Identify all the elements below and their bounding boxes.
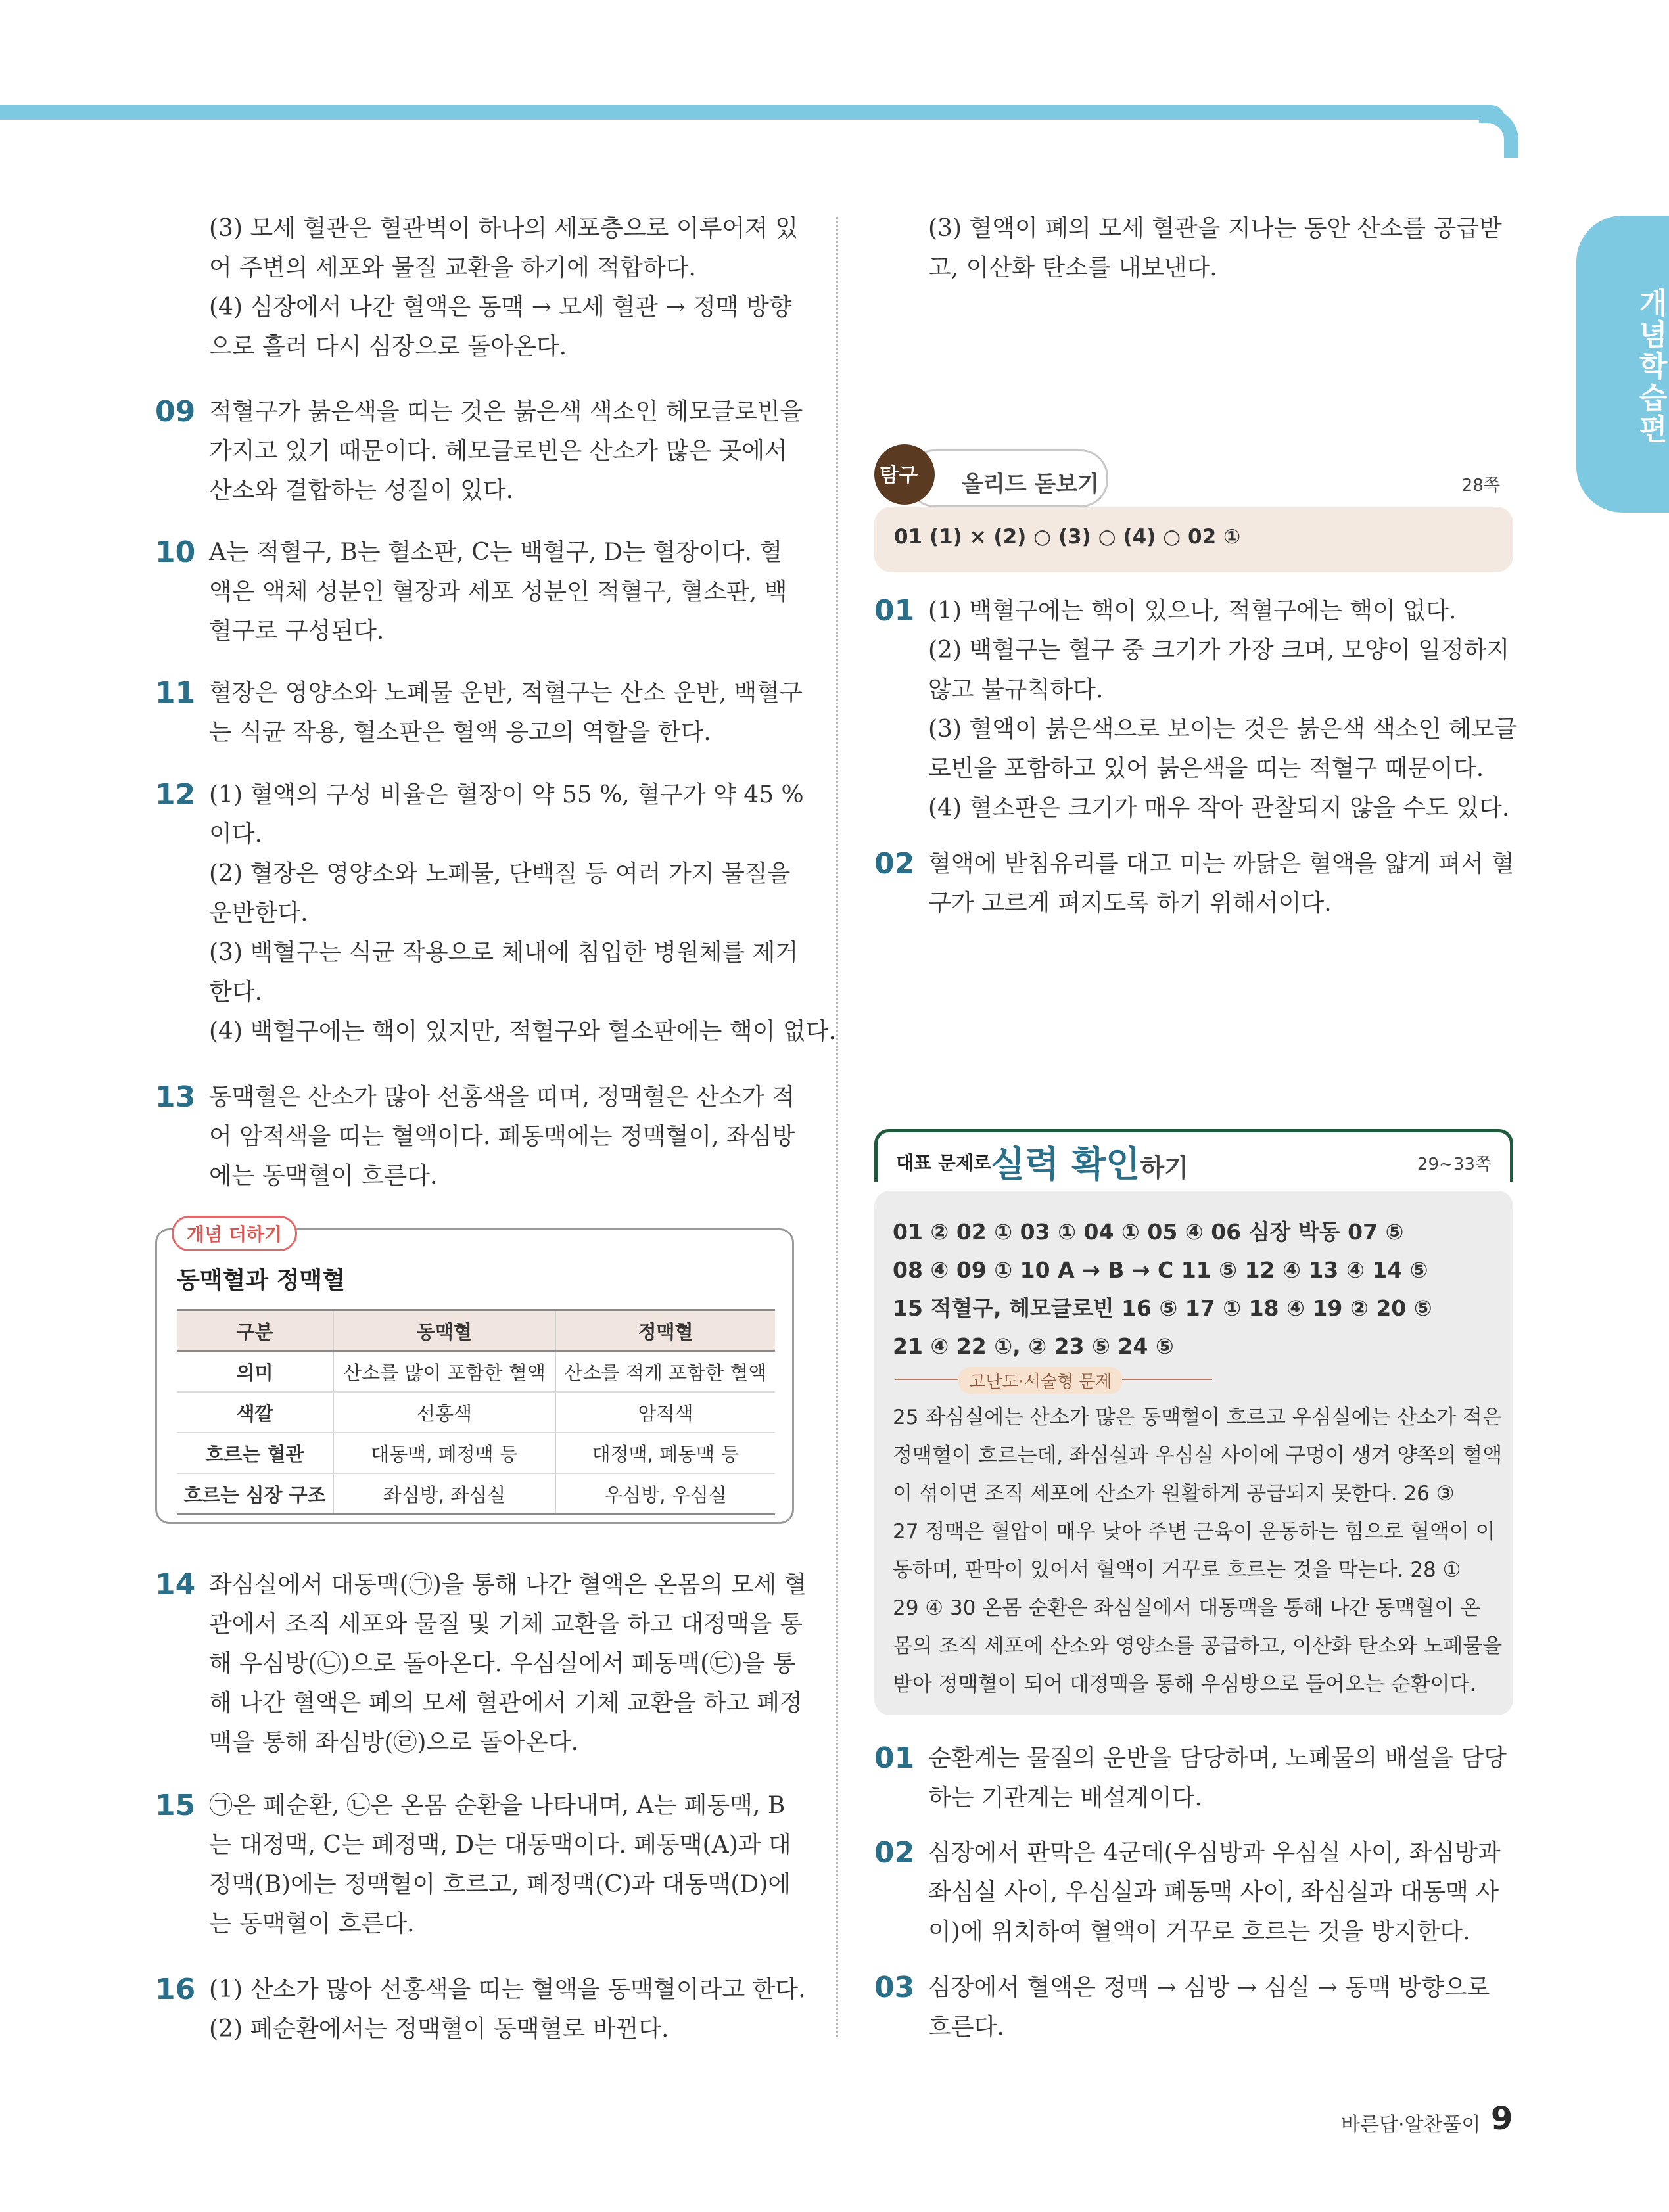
essay-line: 정맥혈이 흐르는데, 좌심실과 우심실 사이에 구멍이 생겨 양쪽의 혈액: [893, 1444, 1503, 1467]
text-line: 어 암적색을 띠는 혈액이다. 폐동맥에는 정맥혈이, 좌심방: [209, 1123, 795, 1150]
question-number: 01: [874, 1741, 915, 1775]
table-cell: 흐르는 심장 구조: [177, 1473, 333, 1515]
text-line: (2) 혈장은 영양소와 노폐물, 단백질 등 여러 가지 물질을: [209, 860, 791, 887]
answer-text: [928, 844, 1514, 923]
text-line: 않고 불규칙하다.: [928, 676, 1104, 703]
answer-key-line: 21 ④ 22 ①, ② 23 ⑤ 24 ⑤: [893, 1333, 1174, 1359]
question-number: 10: [155, 536, 196, 569]
text-line: (3) 모세 혈관은 혈관벽이 하나의 세포층으로 이루어져 있: [209, 215, 799, 242]
text-line: 관에서 조직 세포와 물질 및 기체 교환을 하고 대정맥을 통: [209, 1611, 803, 1638]
question-number: 15: [155, 1789, 196, 1822]
page-reference: 28쪽: [1461, 476, 1500, 495]
section-title-main: 실력 확인: [991, 1143, 1140, 1185]
table-cell: 색깔: [177, 1392, 333, 1433]
text-line: 한다.: [209, 979, 262, 1005]
text-line: 심장에서 혈액은 정맥 → 심방 → 심실 → 동맥 방향으로: [928, 1974, 1490, 2001]
explore-answers-box: [874, 507, 1513, 572]
table-header: 동맥혈: [333, 1310, 555, 1352]
text-line: 는 대정맥, C는 폐정맥, D는 대동맥이다. 폐동맥(A)과 대: [209, 1832, 791, 1858]
answer-text: [209, 392, 803, 511]
text-line: (1) 혈액의 구성 비율은 혈장이 약 55 %, 혈구가 약 45 %: [209, 781, 804, 808]
question-number: 16: [155, 1973, 196, 2006]
text-line: 하는 기관계는 배설계이다.: [928, 1784, 1202, 1811]
answer-text: [209, 1078, 795, 1196]
table-cell: 우심방, 우심실: [555, 1473, 775, 1515]
answer-key: [893, 1213, 1432, 1366]
text-line: 혈장은 영양소와 노폐물 운반, 적혈구는 산소 운반, 백혈구: [209, 680, 803, 706]
essay-line: 동하며, 판막이 있어서 혈액이 거꾸로 흐르는 것을 막는다. 28 ①: [893, 1558, 1461, 1582]
table-cell: 흐르는 혈관: [177, 1433, 333, 1473]
essay-line: 이 섞이면 조직 세포에 산소가 원활하게 공급되지 못한다. 26 ③: [893, 1482, 1455, 1506]
text-line: 해 우심방(㉡)으로 돌아온다. 우심실에서 폐동맥(㉢)을 통: [209, 1650, 796, 1677]
text-line: ㉠은 폐순환, ㉡은 온몸 순환을 나타내며, A는 폐동맥, B: [209, 1792, 786, 1819]
table-header-row: [177, 1310, 775, 1352]
text-line: 산소와 결합하는 성질이 있다.: [209, 477, 514, 504]
text-line: 이)에 위치하여 혈액이 거꾸로 흐르는 것을 방지한다.: [928, 1918, 1470, 1945]
explore-badge: [874, 444, 935, 505]
answer-text: [928, 1833, 1501, 1952]
question-number: 12: [155, 778, 196, 812]
explore-title-cloud: [907, 449, 1108, 507]
text-line: 혈구로 구성된다.: [209, 618, 385, 645]
essay-answers: [893, 1398, 1503, 1703]
text-line: 좌심실에서 대동맥(㉠)을 통해 나간 혈액은 온몸의 모세 혈: [209, 1571, 807, 1598]
table-row: [177, 1392, 775, 1433]
text-line: (1) 산소가 많아 선홍색을 띠는 혈액을 동맥혈이라고 한다.: [209, 1976, 806, 2003]
text-line: 에는 동맥혈이 흐른다.: [209, 1163, 438, 1189]
essay-line: 25 좌심실에는 산소가 많은 동맥혈이 흐르고 우심실에는 산소가 적은: [893, 1406, 1502, 1429]
side-tab[interactable]: [1576, 216, 1669, 513]
answer-text: [209, 1970, 806, 2049]
essay-line: 받아 정맥혈이 되어 대정맥을 통해 우심방으로 들어오는 순환이다.: [893, 1672, 1476, 1696]
side-tab-label: 개념학습편: [1634, 288, 1667, 446]
text-line: (4) 심장에서 나간 혈액은 동맥 → 모세 혈관 → 정맥 방향: [209, 294, 792, 321]
text-line: 적혈구가 붉은색을 띠는 것은 붉은색 색소인 헤모글로빈을: [209, 398, 803, 425]
question-number: 03: [874, 1971, 915, 2004]
text-line: 동맥혈은 산소가 많아 선홍색을 띠며, 정맥혈은 산소가 적: [209, 1084, 795, 1111]
text-line: (1) 백혈구에는 핵이 있으나, 적혈구에는 핵이 없다.: [928, 597, 1457, 624]
essay-line: 29 ④ 30 온몸 순환은 좌심실에서 대동맥을 통해 나간 동맥혈이 온: [893, 1596, 1480, 1620]
continuation-text: [209, 209, 798, 367]
explore-section: [874, 444, 1518, 576]
text-line: (3) 혈액이 붉은색으로 보이는 것은 붉은색 색소인 헤모글: [928, 716, 1518, 743]
question-number: 02: [874, 847, 915, 881]
table-cell: 선홍색: [333, 1392, 555, 1433]
text-line: 구가 고르게 펴지도록 하기 위해서이다.: [928, 890, 1332, 917]
table-cell: 좌심방, 좌심실: [333, 1473, 555, 1515]
answer-text: [928, 591, 1517, 828]
table-cell: 산소를 적게 포함한 혈액: [555, 1351, 775, 1392]
concept-title: 동맥혈과 정맥혈: [177, 1267, 345, 1294]
question-number: 02: [874, 1836, 915, 1870]
section-title-tail: 하기: [1140, 1153, 1188, 1182]
page-reference: 29~33쪽: [1417, 1155, 1492, 1174]
explore-answers: 01 (1) × (2) ○ (3) ○ (4) ○ 02 ①: [894, 525, 1241, 549]
text-line: (3) 혈액이 폐의 모세 혈관을 지나는 동안 산소를 공급받: [928, 215, 1502, 242]
text-line: (4) 혈소판은 크기가 매우 작아 관찰되지 않을 수도 있다.: [928, 795, 1510, 821]
continuation-text: [928, 209, 1502, 288]
answer-text: [209, 1565, 807, 1763]
text-line: 로빈을 포함하고 있어 붉은색을 띠는 적혈구 때문이다.: [928, 755, 1484, 782]
text-line: 어 주변의 세포와 물질 교환을 하기에 적합하다.: [209, 254, 696, 281]
text-line: (3) 백혈구는 식균 작용으로 체내에 침입한 병원체를 제거: [209, 939, 799, 966]
question-number: 11: [155, 676, 196, 710]
text-line: 정맥(B)에는 정맥혈이 흐르고, 폐정맥(C)과 대동맥(D)에: [209, 1871, 791, 1898]
explore-title: 올리드 돋보기: [962, 471, 1099, 497]
text-line: 으로 흘러 다시 심장으로 돌아온다.: [209, 333, 567, 360]
section-label: 대표 문제로: [896, 1152, 991, 1174]
separator-label: 고난도·서술형 문제: [958, 1367, 1122, 1394]
table-header: 구분: [177, 1310, 333, 1352]
text-line: 심장에서 판막은 4군데(우심방과 우심실 사이, 좌심방과: [928, 1839, 1501, 1866]
text-line: 혈액에 받침유리를 대고 미는 까닭은 혈액을 얇게 펴서 혈: [928, 850, 1515, 877]
text-line: 액은 액체 성분인 혈장과 세포 성분인 적혈구, 혈소판, 백: [209, 578, 787, 605]
page-number: 9: [1491, 2100, 1513, 2137]
table-row: [177, 1473, 775, 1515]
answer-key-line: 15 적혈구, 헤모글로빈 16 ⑤ 17 ① 18 ④ 19 ② 20 ⑤: [893, 1295, 1432, 1321]
column-divider: [836, 217, 838, 2037]
question-number: 09: [155, 395, 196, 428]
text-line: (2) 폐순환에서는 정맥혈이 동맥혈로 바뀐다.: [209, 2016, 669, 2042]
text-line: (4) 백혈구에는 핵이 있지만, 적혈구와 혈소판에는 핵이 없다.: [209, 1018, 836, 1045]
table-cell: 대동맥, 폐정맥 등: [333, 1433, 555, 1473]
question-number: 14: [155, 1568, 196, 1601]
concept-box: [155, 1224, 794, 1524]
text-line: 맥을 통해 좌심방(㉣)으로 돌아온다.: [209, 1729, 578, 1756]
table-header: 정맥혈: [555, 1310, 775, 1352]
comparison-table: [177, 1309, 775, 1515]
question-number: 13: [155, 1080, 196, 1114]
answer-text: [209, 775, 836, 1051]
text-line: 순환계는 물질의 운반을 담당하며, 노폐물의 배설을 담당: [928, 1745, 1507, 1772]
representative-answers-box: [874, 1191, 1513, 1715]
concept-tag: 개념 더하기: [172, 1216, 297, 1251]
answer-text: [928, 1739, 1507, 1818]
text-line: 해 나간 혈액은 폐의 모세 혈관에서 기체 교환을 하고 폐정: [209, 1690, 803, 1717]
text-line: 는 동맥혈이 흐른다.: [209, 1910, 415, 1937]
question-number: 01: [874, 594, 915, 628]
top-band: [0, 105, 1505, 120]
text-line: 고, 이산화 탄소를 내보낸다.: [928, 254, 1217, 281]
text-line: A는 적혈구, B는 혈소판, C는 백혈구, D는 혈장이다. 혈: [209, 539, 783, 566]
footer-book-title: 바른답·알찬풀이: [1341, 2113, 1481, 2136]
text-line: (2) 백혈구는 혈구 중 크기가 가장 크며, 모양이 일정하지: [928, 637, 1510, 664]
text-line: 흐른다.: [928, 2014, 1004, 2040]
explore-badge-label: 탐구: [880, 464, 918, 487]
text-line: 는 식균 작용, 혈소판은 혈액 응고의 역할을 한다.: [209, 719, 711, 746]
table-row: [177, 1351, 775, 1392]
answer-text: [209, 1786, 791, 1944]
answer-text: [928, 1968, 1490, 2047]
representative-problems-header: [874, 1129, 1513, 1185]
table-row: [177, 1433, 775, 1473]
text-line: 운반한다.: [209, 900, 308, 927]
text-line: 이다.: [209, 821, 262, 848]
text-line: 가지고 있기 때문이다. 헤모글로빈은 산소가 많은 곳에서: [209, 438, 787, 465]
table-cell: 산소를 많이 포함한 혈액: [333, 1351, 555, 1392]
text-line: 좌심실 사이, 우심실과 폐동맥 사이, 좌심실과 대동맥 사: [928, 1879, 1499, 1906]
essay-line: 27 정맥은 혈압이 매우 낮아 주변 근육이 운동하는 힘으로 혈액이 이: [893, 1520, 1495, 1544]
answer-text: [209, 674, 803, 752]
section-title: [991, 1136, 1188, 1187]
answer-key-line: 08 ④ 09 ① 10 A → B → C 11 ⑤ 12 ④ 13 ④ 14 ⑤: [893, 1257, 1428, 1283]
answer-key-line: 01 ② 02 ① 03 ① 04 ① 05 ④ 06 심장 박동 07 ⑤: [893, 1219, 1404, 1245]
table-cell: 암적색: [555, 1392, 775, 1433]
essay-line: 몸의 조직 세포에 산소와 영양소를 공급하고, 이산화 탄소와 노폐물을: [893, 1634, 1503, 1658]
table-cell: 의미: [177, 1351, 333, 1392]
answer-text: [209, 533, 787, 651]
top-band-curve: [1479, 108, 1518, 158]
table-cell: 대정맥, 폐동맥 등: [555, 1433, 775, 1473]
